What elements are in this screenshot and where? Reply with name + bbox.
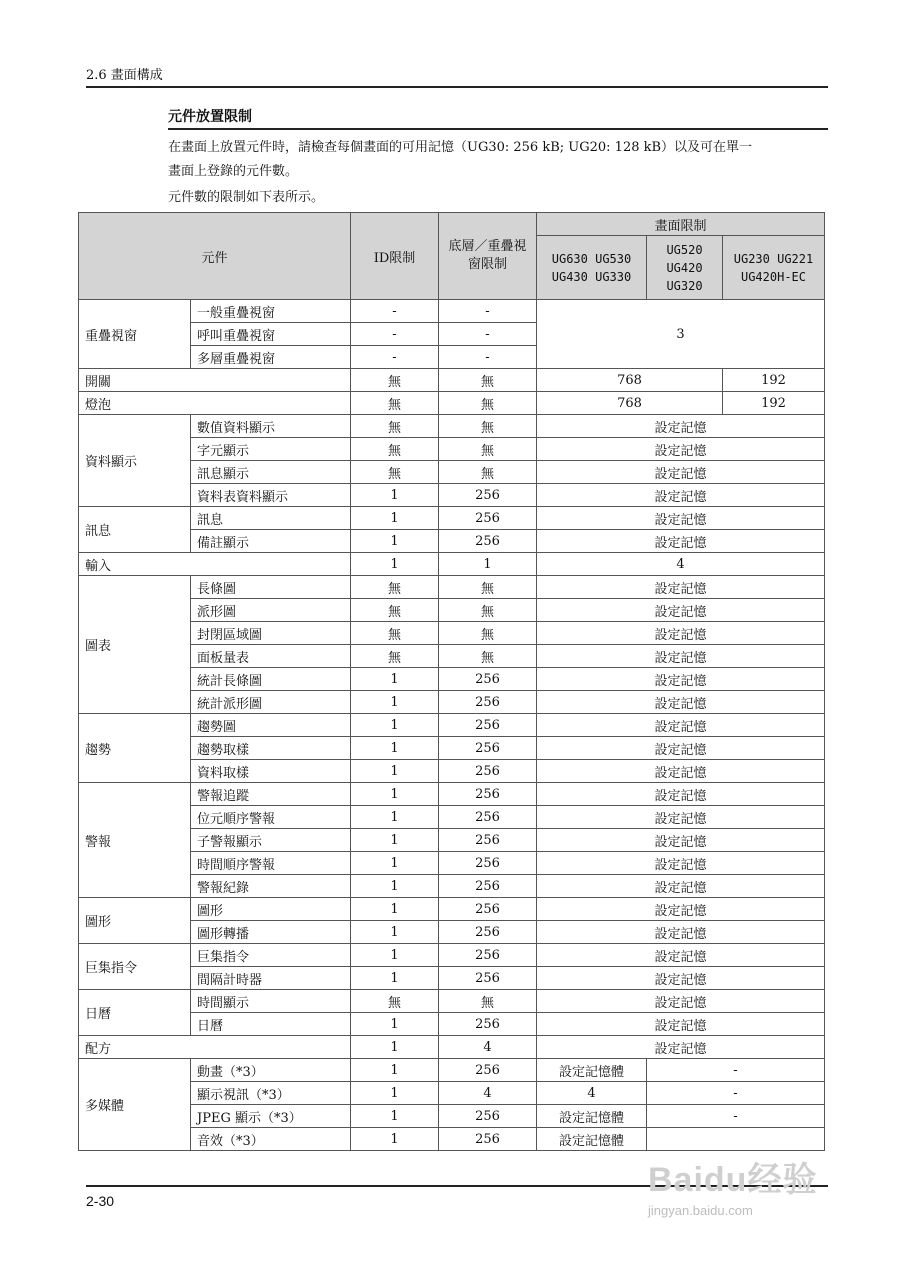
cell-id-limit: 1 bbox=[351, 507, 439, 530]
cell-id-limit: 無 bbox=[351, 369, 439, 392]
row-group-label: 重疊視窗 bbox=[79, 300, 191, 369]
cell-base-limit: 256 bbox=[439, 1013, 537, 1036]
cell-id-limit: 無 bbox=[351, 415, 439, 438]
row-item-label: 訊息顯示 bbox=[191, 461, 351, 484]
cell-screen-limit-all: 設定記憶 bbox=[537, 783, 825, 806]
header-id-limit: ID限制 bbox=[351, 213, 439, 300]
table-row bbox=[79, 967, 825, 990]
cell-id-limit: 1 bbox=[351, 714, 439, 737]
cell-base-limit: - bbox=[439, 300, 537, 323]
row-item-label: JPEG 顯示（*3） bbox=[191, 1105, 351, 1128]
table-row bbox=[79, 530, 825, 553]
running-header: 2.6 畫面構成 bbox=[86, 68, 163, 83]
cell-screen-limit-all: 設定記憶 bbox=[537, 760, 825, 783]
row-group-label: 開關 bbox=[79, 369, 351, 392]
table-row bbox=[79, 737, 825, 760]
table-body bbox=[79, 300, 825, 1151]
header-model-group-a: UG630 UG530 UG430 UG330 bbox=[537, 236, 647, 300]
row-group-label: 配方 bbox=[79, 1036, 351, 1059]
cell-id-limit: - bbox=[351, 323, 439, 346]
cell-id-limit: 1 bbox=[351, 484, 439, 507]
cell-base-limit: 1 bbox=[439, 553, 537, 576]
cell-base-limit: 無 bbox=[439, 645, 537, 668]
row-group-label: 燈泡 bbox=[79, 392, 351, 415]
cell-base-limit: 256 bbox=[439, 484, 537, 507]
cell-screen-limit-c: 192 bbox=[723, 392, 825, 415]
cell-screen-limit-all: 設定記憶 bbox=[537, 829, 825, 852]
row-group-label: 輸入 bbox=[79, 553, 351, 576]
cell-id-limit: 1 bbox=[351, 1128, 439, 1151]
cell-base-limit: 256 bbox=[439, 737, 537, 760]
row-item-label: 長條圖 bbox=[191, 576, 351, 599]
cell-base-limit: 無 bbox=[439, 622, 537, 645]
cell-id-limit: 無 bbox=[351, 622, 439, 645]
row-item-label: 日曆 bbox=[191, 1013, 351, 1036]
watermark bbox=[648, 1152, 848, 1218]
section-title: 元件放置限制 bbox=[168, 109, 252, 125]
cell-screen-limit-bc: - bbox=[647, 1082, 825, 1105]
table-row bbox=[79, 553, 825, 576]
cell-base-limit: 256 bbox=[439, 668, 537, 691]
cell-id-limit: 1 bbox=[351, 921, 439, 944]
cell-screen-limit-all: 設定記憶 bbox=[537, 484, 825, 507]
cell-id-limit: 1 bbox=[351, 737, 439, 760]
row-item-label: 備註顯示 bbox=[191, 530, 351, 553]
table-row bbox=[79, 990, 825, 1013]
paragraph-line-2: 畫面上登錄的元件數。 bbox=[168, 164, 299, 179]
cell-id-limit: 無 bbox=[351, 438, 439, 461]
cell-screen-limit-ab: 768 bbox=[537, 392, 723, 415]
cell-base-limit: 256 bbox=[439, 967, 537, 990]
cell-base-limit: 256 bbox=[439, 898, 537, 921]
cell-base-limit: - bbox=[439, 346, 537, 369]
table-row bbox=[79, 461, 825, 484]
row-item-label: 資料表資料顯示 bbox=[191, 484, 351, 507]
cell-screen-limit-all: 設定記憶 bbox=[537, 438, 825, 461]
cell-base-limit: 256 bbox=[439, 714, 537, 737]
cell-base-limit: 無 bbox=[439, 576, 537, 599]
header-rule bbox=[86, 86, 828, 88]
cell-base-limit: 256 bbox=[439, 530, 537, 553]
cell-id-limit: 1 bbox=[351, 1036, 439, 1059]
table-row bbox=[79, 1082, 825, 1105]
row-item-label: 字元顯示 bbox=[191, 438, 351, 461]
cell-screen-limit-ab: 768 bbox=[537, 369, 723, 392]
table-row bbox=[79, 783, 825, 806]
table-row bbox=[79, 438, 825, 461]
cell-base-limit: 256 bbox=[439, 783, 537, 806]
row-group-label: 訊息 bbox=[79, 507, 191, 553]
cell-base-limit: 256 bbox=[439, 875, 537, 898]
cell-screen-limit-all: 設定記憶 bbox=[537, 944, 825, 967]
cell-id-limit: 1 bbox=[351, 553, 439, 576]
table-row bbox=[79, 645, 825, 668]
cell-id-limit: - bbox=[351, 346, 439, 369]
table-row bbox=[79, 921, 825, 944]
row-item-label: 時間顯示 bbox=[191, 990, 351, 1013]
component-limits-table bbox=[78, 212, 825, 1151]
watermark-url: jingyan.baidu.com bbox=[648, 1203, 753, 1218]
row-item-label: 動畫（*3） bbox=[191, 1059, 351, 1082]
cell-base-limit: 無 bbox=[439, 415, 537, 438]
cell-id-limit: 1 bbox=[351, 1082, 439, 1105]
table-row bbox=[79, 392, 825, 415]
cell-base-limit: 256 bbox=[439, 806, 537, 829]
row-item-label: 數值資料顯示 bbox=[191, 415, 351, 438]
cell-base-limit: 256 bbox=[439, 921, 537, 944]
row-item-label: 巨集指令 bbox=[191, 944, 351, 967]
row-group-label: 資料顯示 bbox=[79, 415, 191, 507]
table-row bbox=[79, 760, 825, 783]
cell-id-limit: 1 bbox=[351, 668, 439, 691]
cell-id-limit: 無 bbox=[351, 990, 439, 1013]
table-row bbox=[79, 691, 825, 714]
table-row bbox=[79, 507, 825, 530]
row-item-label: 音效（*3） bbox=[191, 1128, 351, 1151]
cell-base-limit: 256 bbox=[439, 691, 537, 714]
table-row bbox=[79, 852, 825, 875]
cell-screen-limit: 3 bbox=[537, 300, 825, 369]
cell-base-limit: 4 bbox=[439, 1036, 537, 1059]
cell-base-limit: 無 bbox=[439, 369, 537, 392]
cell-id-limit: 1 bbox=[351, 898, 439, 921]
cell-screen-limit-a: 設定記憶體 bbox=[537, 1105, 647, 1128]
row-item-label: 位元順序警報 bbox=[191, 806, 351, 829]
header-base-overlap-limit: 底層／重疊視窗限制 bbox=[439, 213, 537, 300]
cell-id-limit: 無 bbox=[351, 461, 439, 484]
cell-screen-limit-a: 設定記憶體 bbox=[537, 1128, 647, 1151]
table-row bbox=[79, 806, 825, 829]
cell-id-limit: 1 bbox=[351, 967, 439, 990]
cell-id-limit: 無 bbox=[351, 599, 439, 622]
row-item-label: 子警報顯示 bbox=[191, 829, 351, 852]
cell-screen-limit-bc bbox=[647, 1128, 825, 1151]
table-row bbox=[79, 714, 825, 737]
cell-screen-limit-all: 設定記憶 bbox=[537, 898, 825, 921]
cell-id-limit: 1 bbox=[351, 829, 439, 852]
cell-base-limit: 256 bbox=[439, 1128, 537, 1151]
table-row bbox=[79, 1059, 825, 1082]
cell-screen-limit-all: 設定記憶 bbox=[537, 415, 825, 438]
cell-id-limit: 1 bbox=[351, 1105, 439, 1128]
cell-id-limit: 1 bbox=[351, 944, 439, 967]
cell-screen-limit-all: 設定記憶 bbox=[537, 668, 825, 691]
row-group-label: 巨集指令 bbox=[79, 944, 191, 990]
cell-screen-limit-all: 設定記憶 bbox=[537, 691, 825, 714]
row-item-label: 派形圖 bbox=[191, 599, 351, 622]
page-number: 2-30 bbox=[86, 1193, 115, 1209]
cell-screen-limit-all: 4 bbox=[537, 553, 825, 576]
cell-screen-limit-all: 設定記憶 bbox=[537, 852, 825, 875]
row-item-label: 多層重疊視窗 bbox=[191, 346, 351, 369]
row-item-label: 時間順序警報 bbox=[191, 852, 351, 875]
cell-screen-limit-bc: - bbox=[647, 1105, 825, 1128]
row-item-label: 趨勢取樣 bbox=[191, 737, 351, 760]
cell-id-limit: 無 bbox=[351, 392, 439, 415]
table-row bbox=[79, 1036, 825, 1059]
row-group-label: 警報 bbox=[79, 783, 191, 898]
cell-id-limit: 1 bbox=[351, 760, 439, 783]
header-component: 元件 bbox=[79, 213, 351, 300]
row-item-label: 資料取樣 bbox=[191, 760, 351, 783]
cell-base-limit: - bbox=[439, 323, 537, 346]
watermark-logo: Baidu经验 bbox=[648, 1161, 818, 1199]
row-item-label: 一般重疊視窗 bbox=[191, 300, 351, 323]
cell-screen-limit-c: 192 bbox=[723, 369, 825, 392]
row-item-label: 呼叫重疊視窗 bbox=[191, 323, 351, 346]
cell-id-limit: 無 bbox=[351, 576, 439, 599]
cell-base-limit: 無 bbox=[439, 599, 537, 622]
row-group-label: 日曆 bbox=[79, 990, 191, 1036]
cell-screen-limit-all: 設定記憶 bbox=[537, 599, 825, 622]
table-row bbox=[79, 1013, 825, 1036]
table-row bbox=[79, 1105, 825, 1128]
cell-screen-limit-a: 4 bbox=[537, 1082, 647, 1105]
section-rule bbox=[168, 128, 828, 130]
cell-screen-limit-all: 設定記憶 bbox=[537, 461, 825, 484]
cell-base-limit: 256 bbox=[439, 1105, 537, 1128]
row-item-label: 統計長條圖 bbox=[191, 668, 351, 691]
cell-screen-limit-all: 設定記憶 bbox=[537, 714, 825, 737]
cell-screen-limit-all: 設定記憶 bbox=[537, 1013, 825, 1036]
cell-base-limit: 4 bbox=[439, 1082, 537, 1105]
cell-id-limit: 1 bbox=[351, 530, 439, 553]
cell-screen-limit-bc: - bbox=[647, 1059, 825, 1082]
row-item-label: 顯示視訊（*3） bbox=[191, 1082, 351, 1105]
cell-screen-limit-all: 設定記憶 bbox=[537, 990, 825, 1013]
row-item-label: 封閉區域圖 bbox=[191, 622, 351, 645]
cell-screen-limit-all: 設定記憶 bbox=[537, 622, 825, 645]
table-row bbox=[79, 898, 825, 921]
header-model-group-c: UG230 UG221 UG420H-EC bbox=[723, 236, 825, 300]
row-group-label: 多媒體 bbox=[79, 1059, 191, 1151]
cell-screen-limit-all: 設定記憶 bbox=[537, 921, 825, 944]
table-row bbox=[79, 484, 825, 507]
cell-id-limit: 1 bbox=[351, 1013, 439, 1036]
row-item-label: 圖形 bbox=[191, 898, 351, 921]
table-row bbox=[79, 599, 825, 622]
cell-screen-limit-all: 設定記憶 bbox=[537, 1036, 825, 1059]
table-row bbox=[79, 415, 825, 438]
row-item-label: 訊息 bbox=[191, 507, 351, 530]
row-item-label: 統計派形圖 bbox=[191, 691, 351, 714]
cell-base-limit: 256 bbox=[439, 829, 537, 852]
row-group-label: 圖形 bbox=[79, 898, 191, 944]
cell-base-limit: 256 bbox=[439, 852, 537, 875]
row-item-label: 間隔計時器 bbox=[191, 967, 351, 990]
cell-id-limit: - bbox=[351, 300, 439, 323]
row-item-label: 警報紀錄 bbox=[191, 875, 351, 898]
row-item-label: 警報追蹤 bbox=[191, 783, 351, 806]
cell-base-limit: 無 bbox=[439, 392, 537, 415]
table-row bbox=[79, 622, 825, 645]
table-row bbox=[79, 944, 825, 967]
row-item-label: 面板量表 bbox=[191, 645, 351, 668]
cell-id-limit: 1 bbox=[351, 1059, 439, 1082]
paragraph-line-1: 在畫面上放置元件時，請檢查每個畫面的可用記憶（UG30: 256 kB; UG20: 128 kB）以及可在單一 bbox=[168, 140, 753, 155]
header-model-group-b: UG520 UG420 UG320 bbox=[647, 236, 723, 300]
cell-screen-limit-a: 設定記憶體 bbox=[537, 1059, 647, 1082]
cell-base-limit: 256 bbox=[439, 760, 537, 783]
table-row bbox=[79, 300, 825, 323]
row-group-label: 趨勢 bbox=[79, 714, 191, 783]
cell-screen-limit-all: 設定記憶 bbox=[537, 875, 825, 898]
cell-screen-limit-all: 設定記憶 bbox=[537, 645, 825, 668]
cell-screen-limit-all: 設定記憶 bbox=[537, 806, 825, 829]
cell-base-limit: 無 bbox=[439, 990, 537, 1013]
cell-screen-limit-all: 設定記憶 bbox=[537, 530, 825, 553]
cell-base-limit: 256 bbox=[439, 507, 537, 530]
row-item-label: 趨勢圖 bbox=[191, 714, 351, 737]
table-row bbox=[79, 829, 825, 852]
cell-id-limit: 1 bbox=[351, 783, 439, 806]
cell-base-limit: 無 bbox=[439, 461, 537, 484]
header-screen-limit: 畫面限制 bbox=[537, 213, 825, 236]
row-item-label: 圖形轉播 bbox=[191, 921, 351, 944]
cell-screen-limit-all: 設定記憶 bbox=[537, 507, 825, 530]
table-row bbox=[79, 369, 825, 392]
cell-base-limit: 256 bbox=[439, 944, 537, 967]
cell-screen-limit-all: 設定記憶 bbox=[537, 576, 825, 599]
cell-screen-limit-all: 設定記憶 bbox=[537, 967, 825, 990]
row-group-label: 圖表 bbox=[79, 576, 191, 714]
cell-base-limit: 無 bbox=[439, 438, 537, 461]
cell-id-limit: 1 bbox=[351, 806, 439, 829]
table-row bbox=[79, 1128, 825, 1151]
table-row bbox=[79, 576, 825, 599]
cell-screen-limit-all: 設定記憶 bbox=[537, 737, 825, 760]
table-row bbox=[79, 875, 825, 898]
cell-base-limit: 256 bbox=[439, 1059, 537, 1082]
cell-id-limit: 無 bbox=[351, 645, 439, 668]
cell-id-limit: 1 bbox=[351, 852, 439, 875]
cell-id-limit: 1 bbox=[351, 875, 439, 898]
paragraph-line-3: 元件數的限制如下表所示。 bbox=[168, 190, 325, 205]
table-row bbox=[79, 668, 825, 691]
cell-id-limit: 1 bbox=[351, 691, 439, 714]
